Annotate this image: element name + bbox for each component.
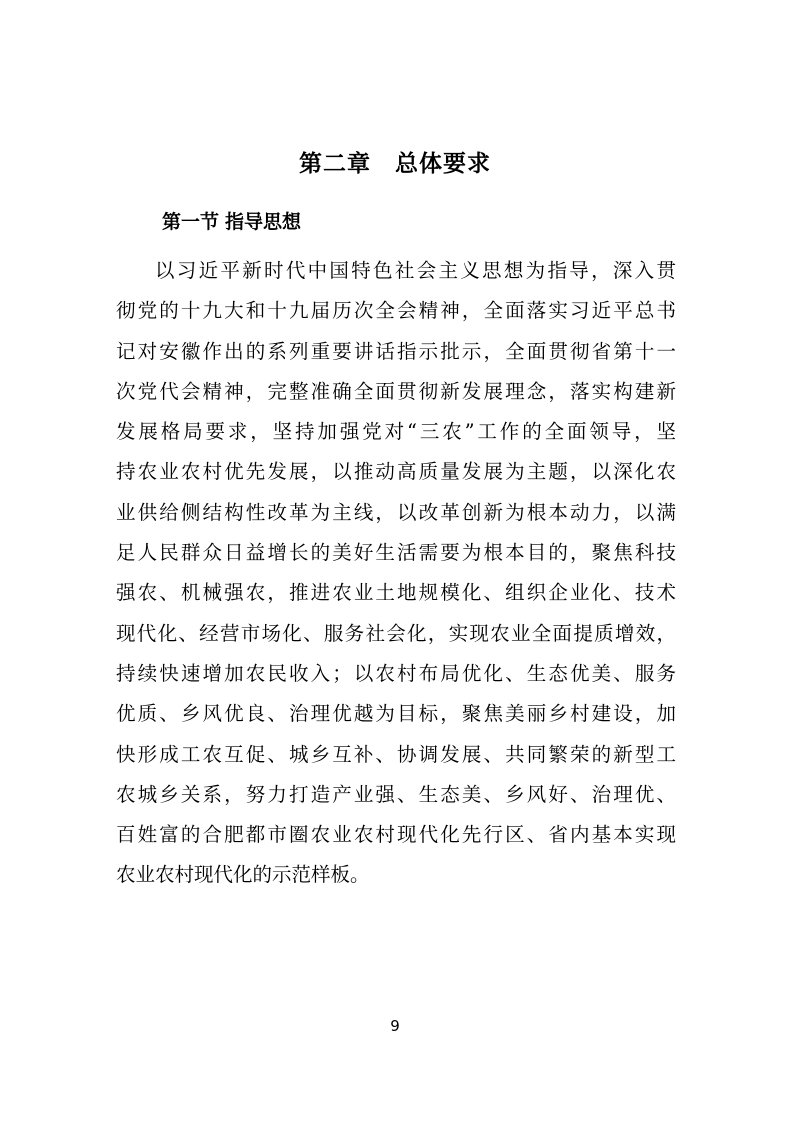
paragraph-line: 记对安徽作出的系列重要讲话指示批示，全面贯彻省第十一 xyxy=(116,339,676,363)
paragraph-line: 发展格局要求，坚持加强党对“三农”工作的全面领导，坚 xyxy=(116,420,676,444)
section-heading xyxy=(162,204,301,240)
paragraph-line: 彻党的十九大和十九届历次全会精神，全面落实习近平总书 xyxy=(116,299,676,323)
paragraph-line: 以习近平新时代中国特色社会主义思想为指导，深入贯 xyxy=(155,259,676,282)
paragraph-line: 持农业农村优先发展，以推动高质量发展为主题，以深化农 xyxy=(116,460,676,484)
paragraph-line: 持续快速增加农民收入；以农村布局优化、生态优美、服务 xyxy=(116,661,676,685)
paragraph-line: 优质、乡风优良、治理优越为目标，聚焦美丽乡村建设，加 xyxy=(116,702,676,726)
paragraph-line: 现代化、经营市场化、服务社会化，实现农业全面提质增效， xyxy=(116,621,676,645)
paragraph-line: 快形成工农互促、城乡互补、协调发展、共同繁荣的新型工 xyxy=(116,742,676,766)
body-paragraph xyxy=(116,251,676,896)
section-number: 第一节 xyxy=(162,211,220,233)
page-number: 9 xyxy=(390,1017,400,1035)
paragraph-line: 足人民群众日益增长的美好生活需要为根本目的，聚焦科技 xyxy=(116,541,676,565)
paragraph-line: 强农、机械强农，推进农业土地规模化、组织企业化、技术 xyxy=(116,581,676,605)
paragraph-line: 业供给侧结构性改革为主线，以改革创新为根本动力，以满 xyxy=(116,500,676,524)
section-title: 指导思想 xyxy=(225,211,302,233)
paragraph-line: 百姓富的合肥都市圈农业农村现代化先行区、省内基本实现 xyxy=(116,823,676,847)
paragraph-line: 农城乡关系，努力打造产业强、生态美、乡风好、治理优、 xyxy=(116,782,676,806)
chapter-title: 第二章 总体要求 xyxy=(299,151,491,177)
paragraph-line: 次党代会精神，完整准确全面贯彻新发展理念，落实构建新 xyxy=(116,379,676,403)
paragraph-line: 农业农村现代化的示范样板。 xyxy=(116,863,370,887)
